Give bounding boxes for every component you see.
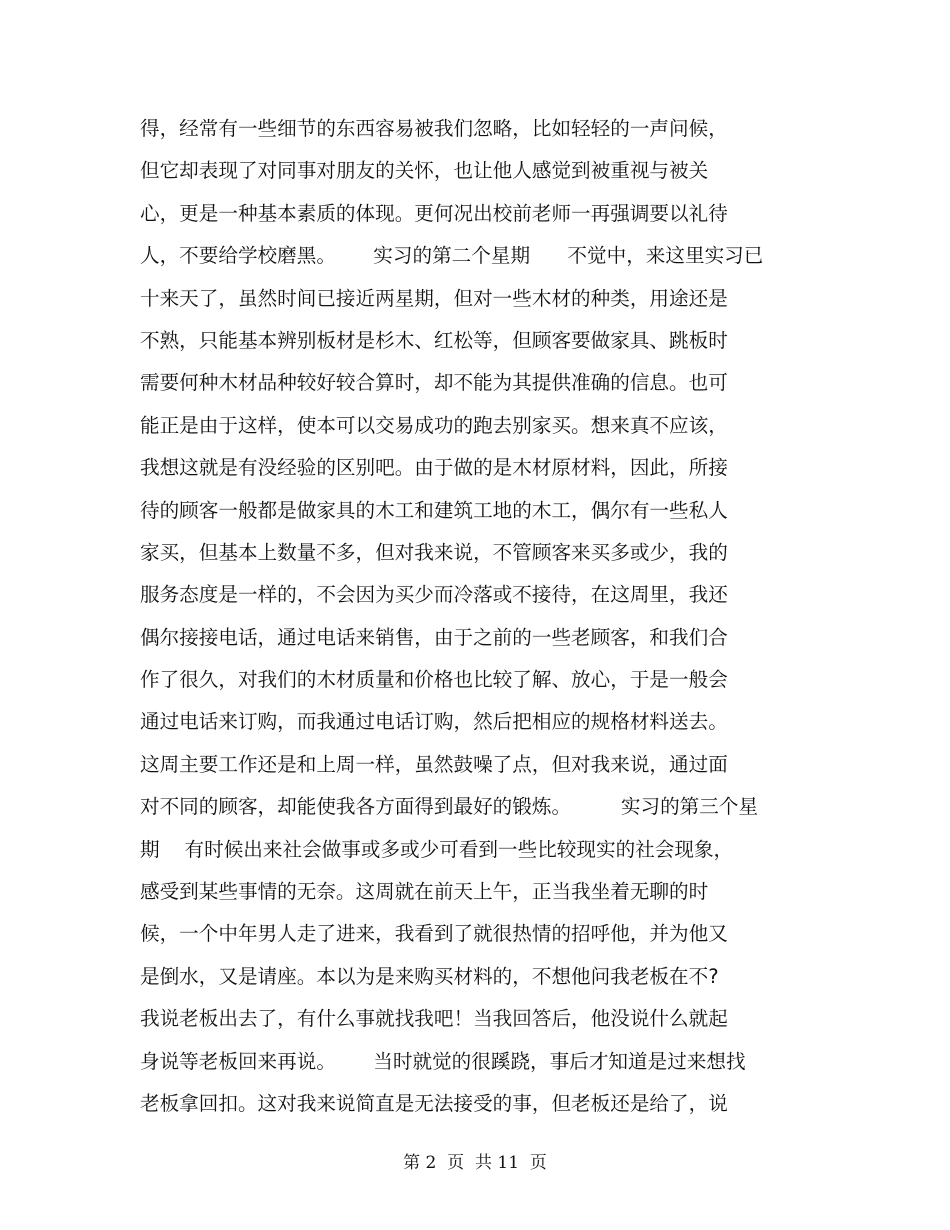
body-text [140,108,820,1125]
text-line: 十来天了，虽然时间已接近两星期，但对一些木材的种类，用途还是 [140,286,728,310]
text-line: 但它却表现了对同事对朋友的关怀，也让他人感觉到被重视与被关 [140,159,709,183]
text-line: 身说等老板回来再说。 当时就觉的很蹊跷，事后才知道是过来想找 [140,1049,746,1073]
text-line: 不熟，只能基本辨别板材是杉木、红松等，但顾客要做家具、跳板时 [140,328,728,352]
text-line: 我说老板出去了，有什么事就找我吧！当我回答后，他没说什么就起 [140,1007,728,1031]
text-line: 偶尔接接电话，通过电话来销售，由于之前的一些老顾客，和我们合 [140,625,728,649]
text-line: 是倒水，又是请座。本以为是来购买材料的，不想他问我老板在不? [140,964,719,988]
text-line: 家买，但基本上数量不多，但对我来说，不管顾客来买多或少，我的 [140,540,728,564]
text-line: 服务态度是一样的，不会因为买少而冷落或不接待，在这周里，我还 [140,583,728,607]
text-line: 作了很久，对我们的木材质量和价格也比较了解、放心，于是一般会 [140,668,728,692]
text-line: 待的顾客一般都是做家具的木工和建筑工地的木工，偶尔有一些私人 [140,498,728,522]
text-line: 感受到某些事情的无奈。这周就在前天上午，正当我坐着无聊的时 [140,880,709,904]
text-line: 能正是由于这样，使本可以交易成功的跑去别家买。想来真不应该， [140,413,728,437]
text-line: 得，经常有一些细节的东西容易被我们忽略，比如轻轻的一声问候， [140,117,728,140]
page-number-footer: 第 2 页 共 11 页 [403,1153,547,1173]
text-line: 这周主要工作还是和上周一样，虽然鼓噪了点，但对我来说，通过面 [140,752,728,776]
text-line: 期 有时候出来社会做事或多或少可看到一些比较现实的社会现象， [140,837,734,861]
text-line: 我想这就是有没经验的区别吧。由于做的是木材原材料，因此，所接 [140,456,728,480]
text-line: 心，更是一种基本素质的体现。更何况出校前老师一再强调要以礼待 [140,201,728,225]
text-line: 人，不要给学校磨黑。 实习的第二个星期 不觉中，来这里实习已 [140,244,764,268]
text-line: 需要何种木材品种较好较合算时，却不能为其提供准确的信息。也可 [140,371,728,395]
text-line: 对不同的顾客，却能使我各方面得到最好的锻炼。 实习的第三个星 [140,795,759,819]
text-line: 通过电话来订购，而我通过电话订购，然后把相应的规格材料送去。 [140,710,728,734]
text-line: 老板拿回扣。这对我来说简直是无法接受的事，但老板还是给了，说 [140,1091,728,1115]
text-line: 候，一个中年男人走了进来，我看到了就很热情的招呼他，并为他又 [140,922,728,946]
